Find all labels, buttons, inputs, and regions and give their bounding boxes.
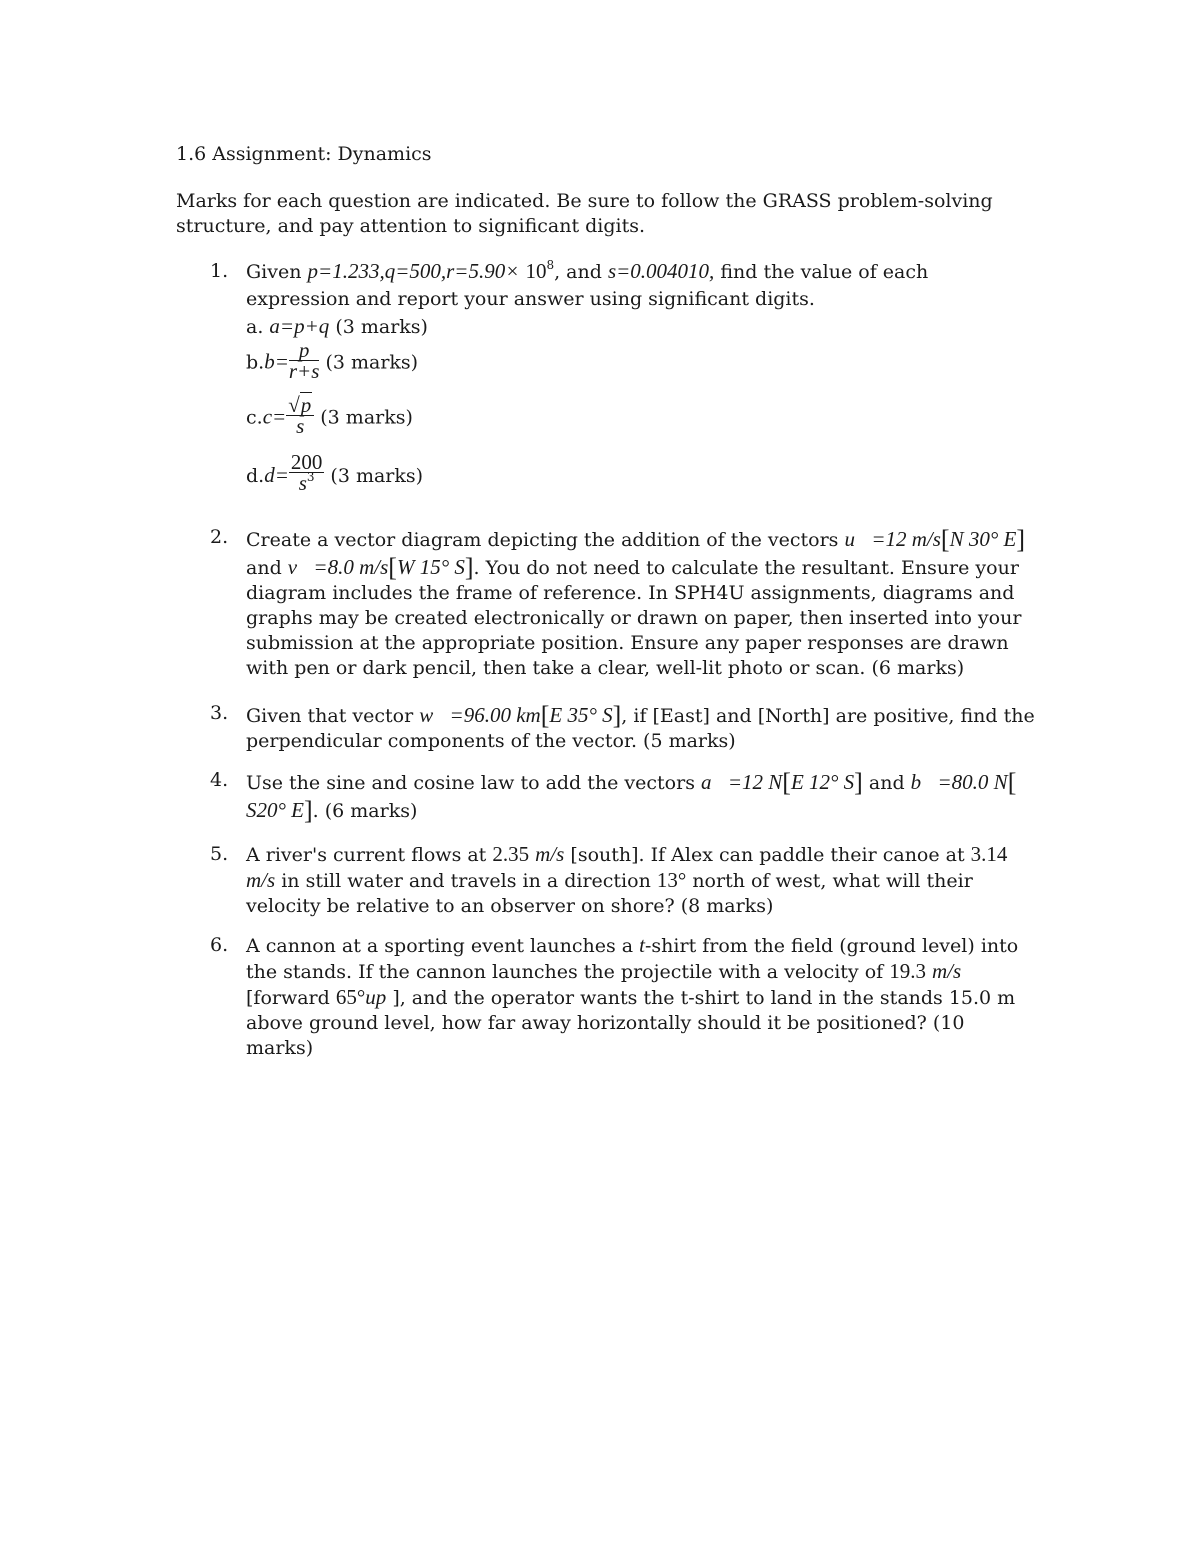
question-number: 1.	[210, 260, 229, 282]
question-number: 6.	[210, 934, 229, 956]
question-number: 4.	[210, 769, 229, 791]
fraction: $\frac{p}{r+s}$	[288, 338, 320, 383]
q1-part-b: b.b= $\frac{p}{r+s}$ (3 marks)	[246, 338, 419, 383]
question-6: 6. A cannon at a sporting event launches a t-shirt from the field (ground level) into the stands. If the cannon launches the projectile with a velocity of 19.3 m/s [forward 65°up ], and the operator wants the t-shirt to land in the stands 15.0 m above ground level, how far away horizontally should it be positioned? (10 marks)	[210, 933, 1019, 1059]
question-1	[210, 258, 1036, 495]
q1-part-d: d.d= $\frac{200}{s^3}$ (3 marks)	[246, 450, 424, 495]
question-3: 3. Given that vector w⃗=96.00 km[E 35° S], if [East] and [North] are positive, find the perpendicular components of the vector. (5 marks)	[210, 701, 1035, 752]
q1-lead: Given $p=1.233,q=500,r=5.90\times 10^8$, and s=0.004010, find the value of each expression and report your answer using significant digits.	[246, 258, 929, 310]
q1-part-c: c.c= $\frac{√p}{s}$ (3 marks)	[246, 393, 413, 438]
fraction: $\frac{√p}{s}$	[286, 395, 314, 436]
assignment-title: 1.6 Assignment: Dynamics	[176, 143, 432, 165]
question-number: 2.	[210, 526, 229, 548]
question-2: 2. Create a vector diagram depicting the addition of the vectors u⃗=12 m/s[N 30° E] and v⃗=8.0 m/s[W 15° S]. You do not need to calculate the resultant. Ensure your diagram includes the frame of reference. In SPH4U assignments, diagrams and graphs may be created electronically or drawn on paper, then inserted into your submission at the appropriate position. Ensure any paper responses are drawn with pen or dark pencil, then take a clear, well-lit photo or scan. (6 marks)	[210, 525, 1025, 679]
question-number: 3.	[210, 702, 229, 724]
question-5: 5. A river's current flows at 2.35 m/s [south]. If Alex can paddle their canoe at 3.14 m/s in still water and travels in a direction 13° north of west, what will their velocity be relative to an observer on shore? (8 marks)	[210, 842, 1008, 917]
q1-part-a: a. a=p+q (3 marks)	[246, 314, 428, 338]
fraction: $\frac{200}{s^3}$	[290, 450, 323, 495]
question-4: 4. Use the sine and cosine law to add the vectors a⃗=12 N[E 12° S] and b⃗=80.0 N[ S20° E]. (6 marks)	[210, 768, 1017, 825]
intro-paragraph: Marks for each question are indicated. Be sure to follow the GRASS problem-solving structure, and pay attention to significant digits.	[176, 190, 993, 237]
question-number: 5.	[210, 843, 229, 865]
